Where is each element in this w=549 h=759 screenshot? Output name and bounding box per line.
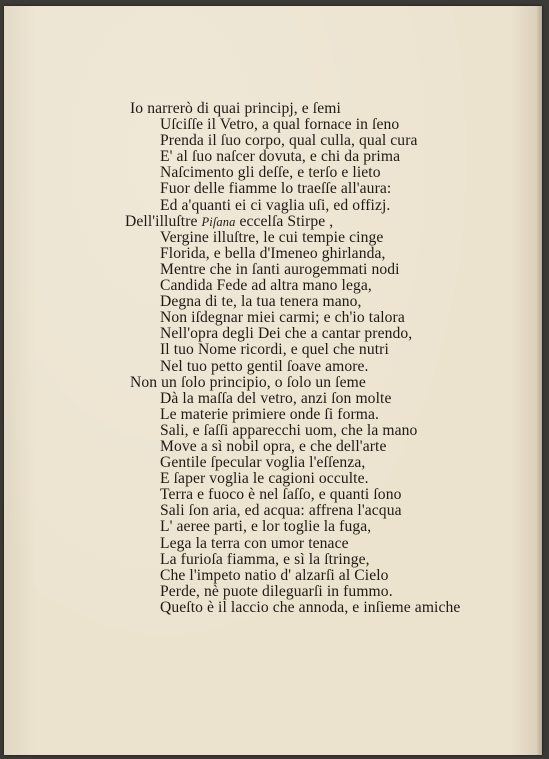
poem-text-block <box>125 101 525 616</box>
poem-line: Il tuo Nome ricordi, e quel che nutri <box>160 341 389 359</box>
poem-line: Prenda il ſuo corpo, qual culla, qual cura <box>160 132 418 150</box>
poem-line: E ſaper voglia le cagioni occulte. <box>160 470 369 488</box>
poem-line: Ed a'quanti ei ci vaglia uſi, ed offizj. <box>160 196 391 214</box>
poem-line: Queſto è il laccio che annoda, e inſieme amiche <box>160 598 461 616</box>
poem-line: Le materie primiere onde ſi forma. <box>160 405 380 423</box>
poem-line: Terra e fuoco è nel ſaſſo, e quanti ſono <box>160 486 402 504</box>
poem-line: Non un ſolo principio, o ſolo un ſeme <box>130 373 366 391</box>
poem-line: Gentile ſpecular voglia l'eſſenza, <box>160 454 366 472</box>
poem-line-text: eccelſa Stirpe , <box>235 212 334 230</box>
poem-line: Perde, nè puote dileguarſi in fummo. <box>160 582 393 600</box>
poem-line: Che l'impeto natio d' alzarſi al Cielo <box>160 566 389 584</box>
poem-line: Sali, e ſaſſi apparecchi uom, che la mano <box>160 421 418 439</box>
poem-line: Candida Fede ad altra mano lega, <box>160 277 372 295</box>
poem-line: E' al ſuo naſcer dovuta, e chi da prima <box>160 148 401 166</box>
poem-line: La furioſa fiamma, e sì la ſtringe, <box>160 550 370 568</box>
poem-line <box>125 214 525 230</box>
poem-line: Sali ſon aria, ed acqua: affrena l'acqua <box>160 502 402 520</box>
poem-line-text: Dell'illuſtre <box>125 212 202 230</box>
poem-line: Florida, e bella d'Imeneo ghirlanda, <box>160 244 386 262</box>
poem-line: Uſciſſe il Vetro, a qual fornace in ſeno <box>160 116 400 134</box>
poem-line: Fuor delle fiamme lo traeſſe all'aura: <box>160 180 392 198</box>
page-edge-shadow <box>536 6 542 755</box>
book-page <box>4 6 542 755</box>
poem-line: Dà la maſſa del vetro, anzi ſon molte <box>160 389 392 407</box>
poem-line: Nel tuo petto gentil ſoave amore. <box>160 357 369 375</box>
poem-line: Naſcimento gli deſſe, e terſo e lieto <box>160 164 381 182</box>
poem-line: Io narrerò di quai principj, e ſemi <box>130 100 341 117</box>
poem-line: L' aeree parti, e lor toglie la fuga, <box>160 518 372 536</box>
poem-line: Vergine illuſtre, le cui tempie cinge <box>160 228 384 246</box>
poem-line: Nell'opra degli Dei che a cantar prendo, <box>160 325 413 343</box>
poem-line: Move a sì nobil opra, e che dell'arte <box>160 437 387 455</box>
italic-name: Piſana <box>201 214 236 229</box>
poem-line: Non iſdegnar miei carmi; e ch'io talora <box>160 309 405 327</box>
poem-line: Degna di te, la tua tenera mano, <box>160 293 362 311</box>
poem-line: Mentre che in ſanti aurogemmati nodi <box>160 260 400 278</box>
poem-line: Lega la terra con umor tenace <box>160 534 349 552</box>
